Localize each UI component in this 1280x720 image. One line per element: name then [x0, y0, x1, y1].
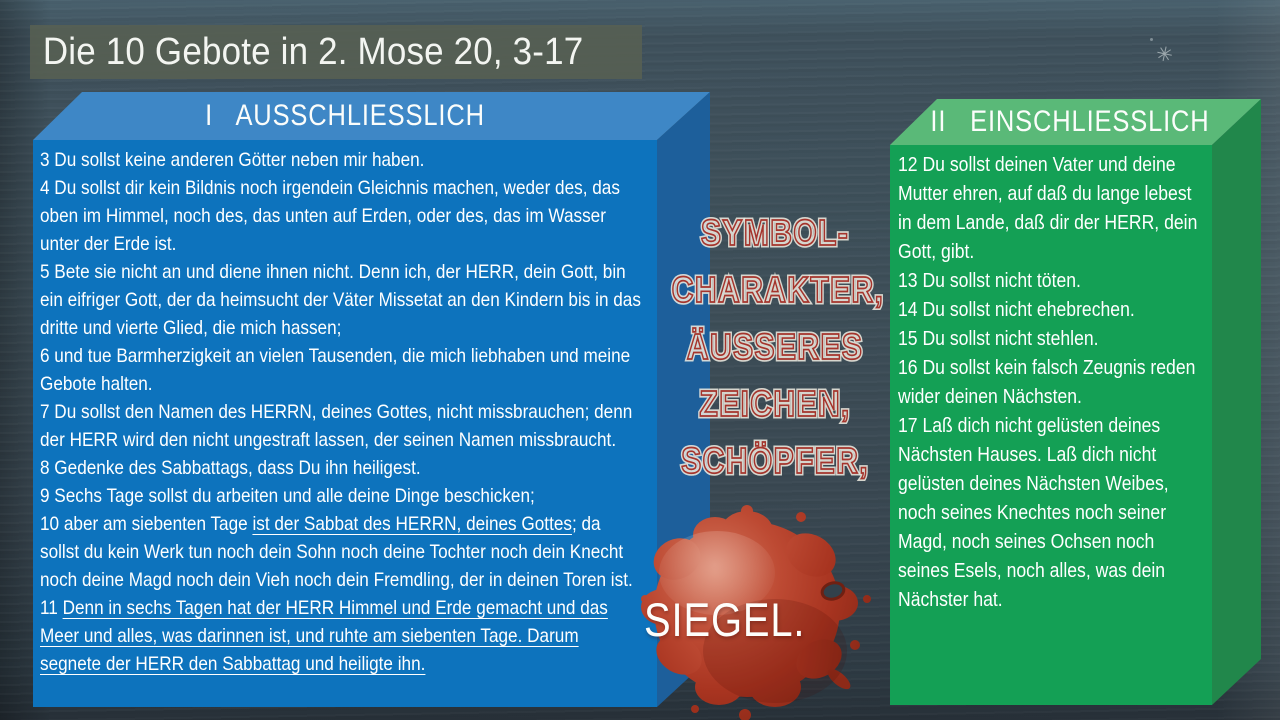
sparkle-icon: ✳	[1153, 42, 1175, 68]
center-keywords	[671, 204, 885, 489]
left-box-header: I AUSSCHLIESSLICH	[205, 99, 485, 132]
verse: 8 Gedenke des Sabbattags, dass Du ihn heiligest.	[40, 457, 421, 479]
verse: 7 Du sollst den Namen des HERRN, deines Gottes, nicht missbrauchen; denn der HERR wird den nicht ungestraft lassen, der seinen Namen missbraucht.	[40, 401, 633, 451]
center-keyword-line: ÄUSSERES ÄUSSERES	[672, 318, 879, 375]
left-verses	[40, 146, 644, 678]
center-keyword-line: SYMBOL- SYMBOL-	[672, 204, 879, 261]
right-box-text	[898, 151, 1202, 701]
verse: 17 Laß dich nicht gelüsten deines Nächsten Hauses. Laß dich nicht gelüsten deines Nächsten Weibes, noch seines Knechtes noch seiner Magd, noch seines Ochsen noch seines Esels, noch alles, was dein Nächster hat.	[898, 415, 1169, 611]
verse: 12 Du sollst deinen Vater und deine Mutter ehren, auf daß du lange lebest in dem Lande, daß dir der HERR, dein Gott, gibt.	[898, 154, 1198, 263]
page-title: Die 10 Gebote in 2. Mose 20, 3-17	[42, 30, 584, 73]
seal-label: SIEGEL.	[644, 592, 806, 646]
verse: 15 Du sollst nicht stehlen.	[898, 328, 1099, 350]
verse: 16 Du sollst kein falsch Zeugnis reden wider deinen Nächsten.	[898, 357, 1196, 408]
right-verses	[898, 151, 1202, 615]
left-box-text	[40, 146, 644, 704]
sparkle-dot	[1150, 38, 1153, 41]
center-keyword-line: SCHÖPFER, SCHÖPFER,	[672, 432, 879, 489]
center-keyword-line: CHARAKTER, CHARAKTER,	[672, 261, 879, 318]
verse: 14 Du sollst nicht ehebrechen.	[898, 299, 1135, 321]
verse: 9 Sechs Tage sollst du arbeiten und alle deine Dinge beschicken;	[40, 485, 535, 507]
right-box-side-face	[1212, 99, 1261, 705]
verse: 6 und tue Barmherzigkeit an vielen Tausenden, die mich liebhaben und meine Gebote halten.	[40, 345, 631, 395]
verse: 3 Du sollst keine anderen Götter neben mir haben.	[40, 149, 425, 171]
center-keyword-line: ZEICHEN, ZEICHEN,	[672, 375, 879, 432]
right-box-header: II EINSCHLIESSLICH	[930, 105, 1210, 138]
verse: 13 Du sollst nicht töten.	[898, 270, 1081, 292]
verse: 11 Denn in sechs Tagen hat der HERR Himmel und Erde gemacht und das Meer und alles, was darinnen ist, und ruhte am siebenten Tage. Darum segnete der HERR den Sabbattag und heiligte ihn.	[40, 597, 608, 675]
verse: 10 aber am siebenten Tage ist der Sabbat des HERRN, deines Gottes; da sollst du kein Werk tun noch dein Sohn noch deine Tochter noch dein Knecht noch deine Magd noch dein Vieh noch dein Fremdling, der in deinen Toren ist.	[40, 513, 633, 591]
verse: 4 Du sollst dir kein Bildnis noch irgendein Gleichnis machen, weder des, das oben im Himmel, noch des, das unten auf Erden, oder des, das im Wasser unter der Erde ist.	[40, 177, 620, 255]
verse: 5 Bete sie nicht an und diene ihnen nicht. Denn ich, der HERR, dein Gott, bin ein eifriger Gott, der da heimsucht der Väter Missetat an den Kindern bis in das dritte und vierte Glied, die mich hassen;	[40, 261, 641, 339]
